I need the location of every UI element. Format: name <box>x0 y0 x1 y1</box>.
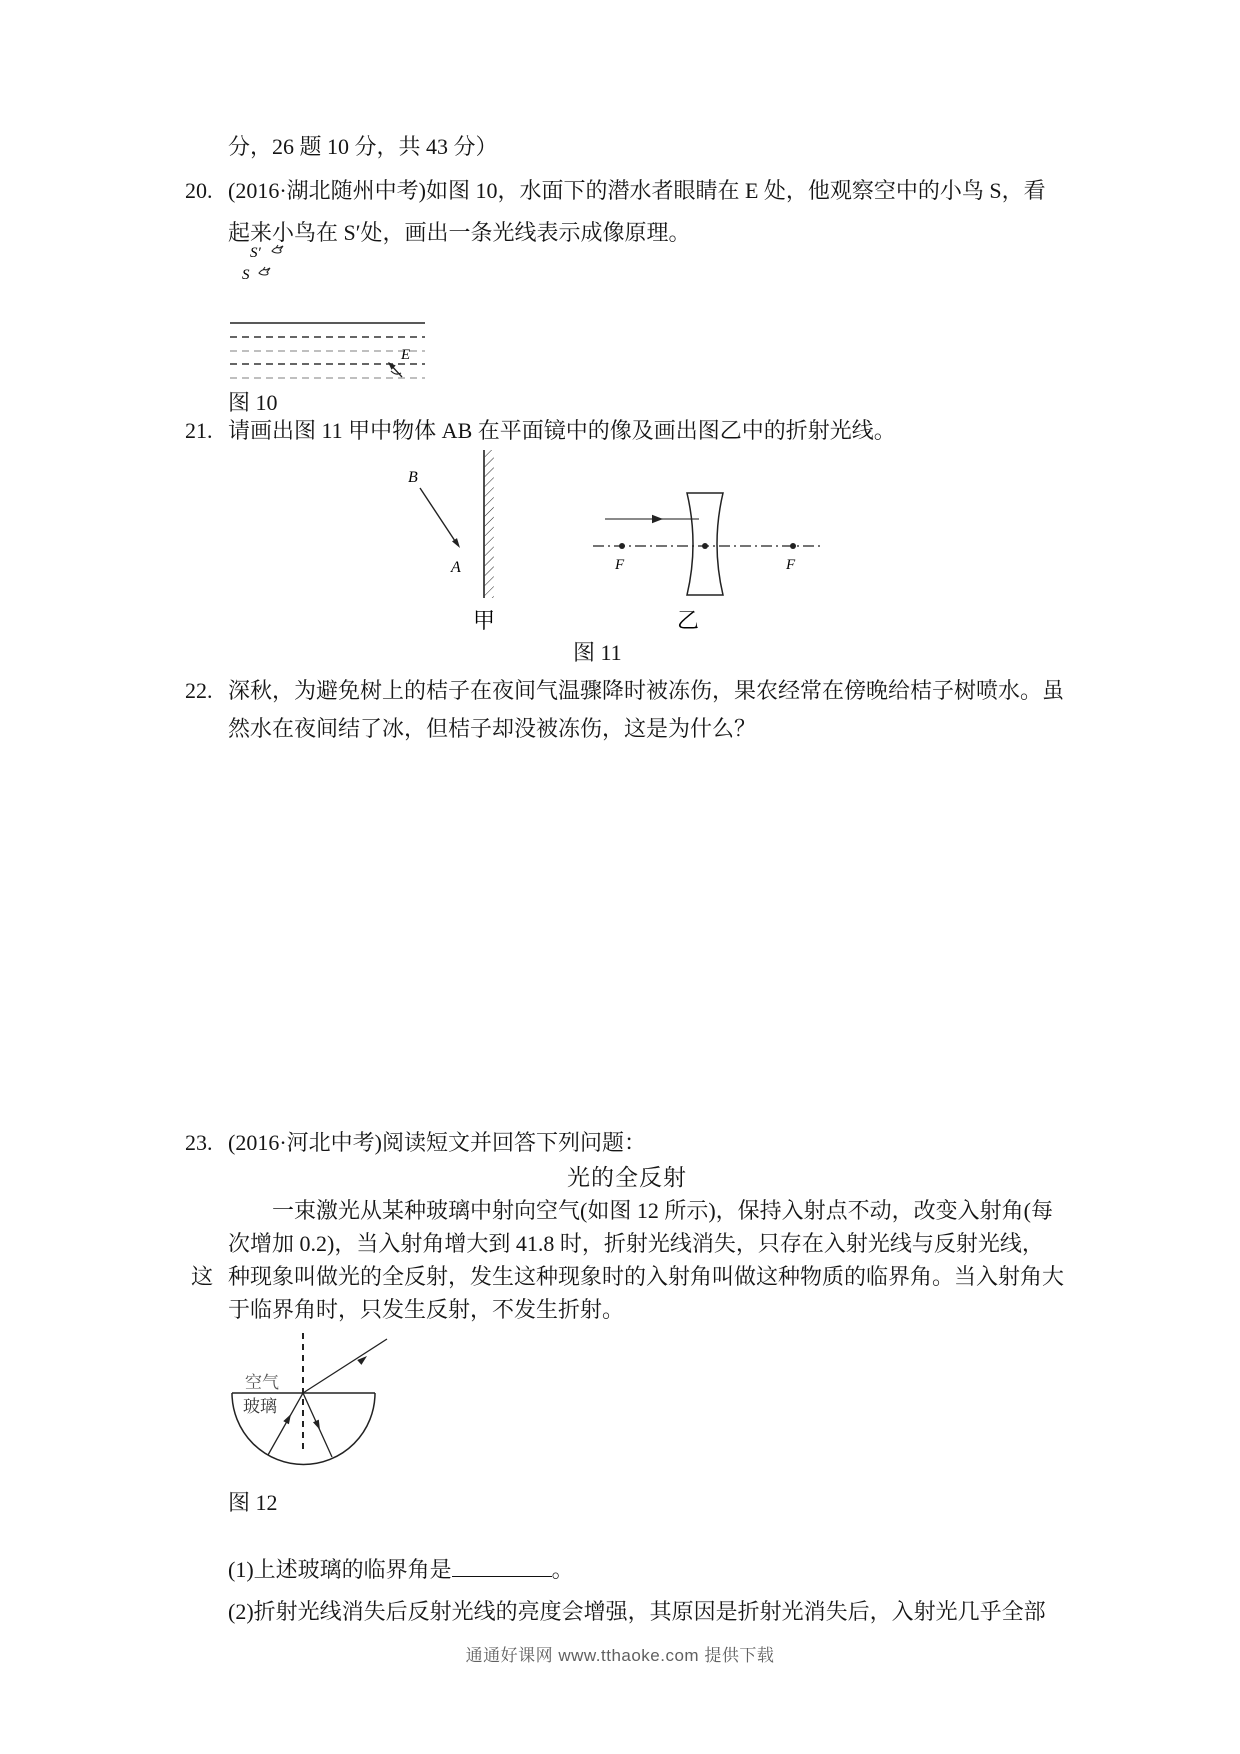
bird-icon <box>259 267 270 275</box>
q20-number: 20. <box>185 178 213 203</box>
fig11-yi-label: 乙 <box>677 608 700 633</box>
figure-12-caption: 图 12 <box>228 1490 278 1515</box>
answer-blank <box>452 1556 552 1577</box>
fig12-air-label: 空气 <box>245 1373 279 1392</box>
q23-para-line1: 一束激光从某种玻璃中射向空气(如图 12 所示)，保持入射点不动，改变入射角(每 <box>272 1198 1053 1223</box>
q23-intro: (2016·河北中考)阅读短文并回答下列问题： <box>228 1130 646 1155</box>
fig11-jia-label: 甲 <box>473 608 496 633</box>
q21-line1: 请画出图 11 甲中物体 AB 在平面镜中的像及画出图乙中的折射光线。 <box>228 418 896 443</box>
fig11-a-label: A <box>451 559 461 576</box>
q23-number: 23. <box>185 1130 213 1155</box>
q23-sub2: (2)折射光线消失后反射光线的亮度会增强，其原因是折射光消失后，入射光几乎全部 <box>228 1599 1046 1624</box>
figure-10-diagram <box>228 240 448 390</box>
figure-11-diagram <box>325 448 845 638</box>
bird-icon <box>272 245 283 253</box>
fig10-s-prime-label: S′ <box>250 245 261 261</box>
refracted-ray <box>303 1339 387 1393</box>
q23-sub1-text: (1)上述玻璃的临界角是 <box>228 1557 452 1582</box>
q23-para-line3: 种现象叫做光的全反射，发生这种现象时的入射角叫做这种物质的临界角。当入射角大 <box>228 1264 1065 1289</box>
fig12-glass-label: 玻璃 <box>243 1397 277 1416</box>
q23-para-line2: 次增加 0.2)，当入射角增大到 41.8 时，折射光线消失，只存在入射光线与反射光线， <box>228 1231 1044 1256</box>
mirror-hatching <box>485 450 494 598</box>
section-score-note: 分，26 题 10 分，共 43 分） <box>228 134 498 159</box>
fig11-f-left-label: F <box>615 557 625 573</box>
fig10-s-label: S <box>242 267 250 283</box>
site-footer: 通通好课网 www.tthaoke.com 提供下载 <box>465 1646 775 1665</box>
fig10-e-label: E <box>401 347 411 363</box>
q23-sub1 <box>228 1556 574 1583</box>
q20-line2: 起来小鸟在 S′处，画出一条光线表示成像原理。 <box>228 220 691 245</box>
figure-10-caption: 图 10 <box>228 390 278 415</box>
figure-12-diagram <box>225 1328 445 1478</box>
q22-line1: 深秋，为避免树上的桔子在夜间气温骤降时被冻伤，果农经常在傍晚给桔子树喷水。虽 <box>228 678 1065 703</box>
q22-number: 22. <box>185 678 213 703</box>
reading-title: 光的全反射 <box>567 1165 687 1190</box>
concave-lens-diagram <box>593 493 822 595</box>
q20-line1: (2016·湖北随州中考)如图 10，水面下的潜水者眼睛在 E 处，他观察空中的小鸟 S，看 <box>228 178 1046 203</box>
q23-para-hanging-char: 这 <box>191 1264 214 1289</box>
mirror-object-AB <box>408 450 494 598</box>
q21-number: 21. <box>185 418 213 443</box>
fig11-b-label: B <box>408 469 418 486</box>
q23-sub1-period: 。 <box>551 1557 574 1582</box>
figure-11-caption: 图 11 <box>573 640 622 665</box>
q22-line2: 然水在夜间结了冰，但桔子却没被冻伤，这是为什么？ <box>228 716 757 741</box>
q23-para-line4: 于临界角时，只发生反射，不发生折射。 <box>228 1297 625 1322</box>
fig11-f-right-label: F <box>786 557 796 573</box>
